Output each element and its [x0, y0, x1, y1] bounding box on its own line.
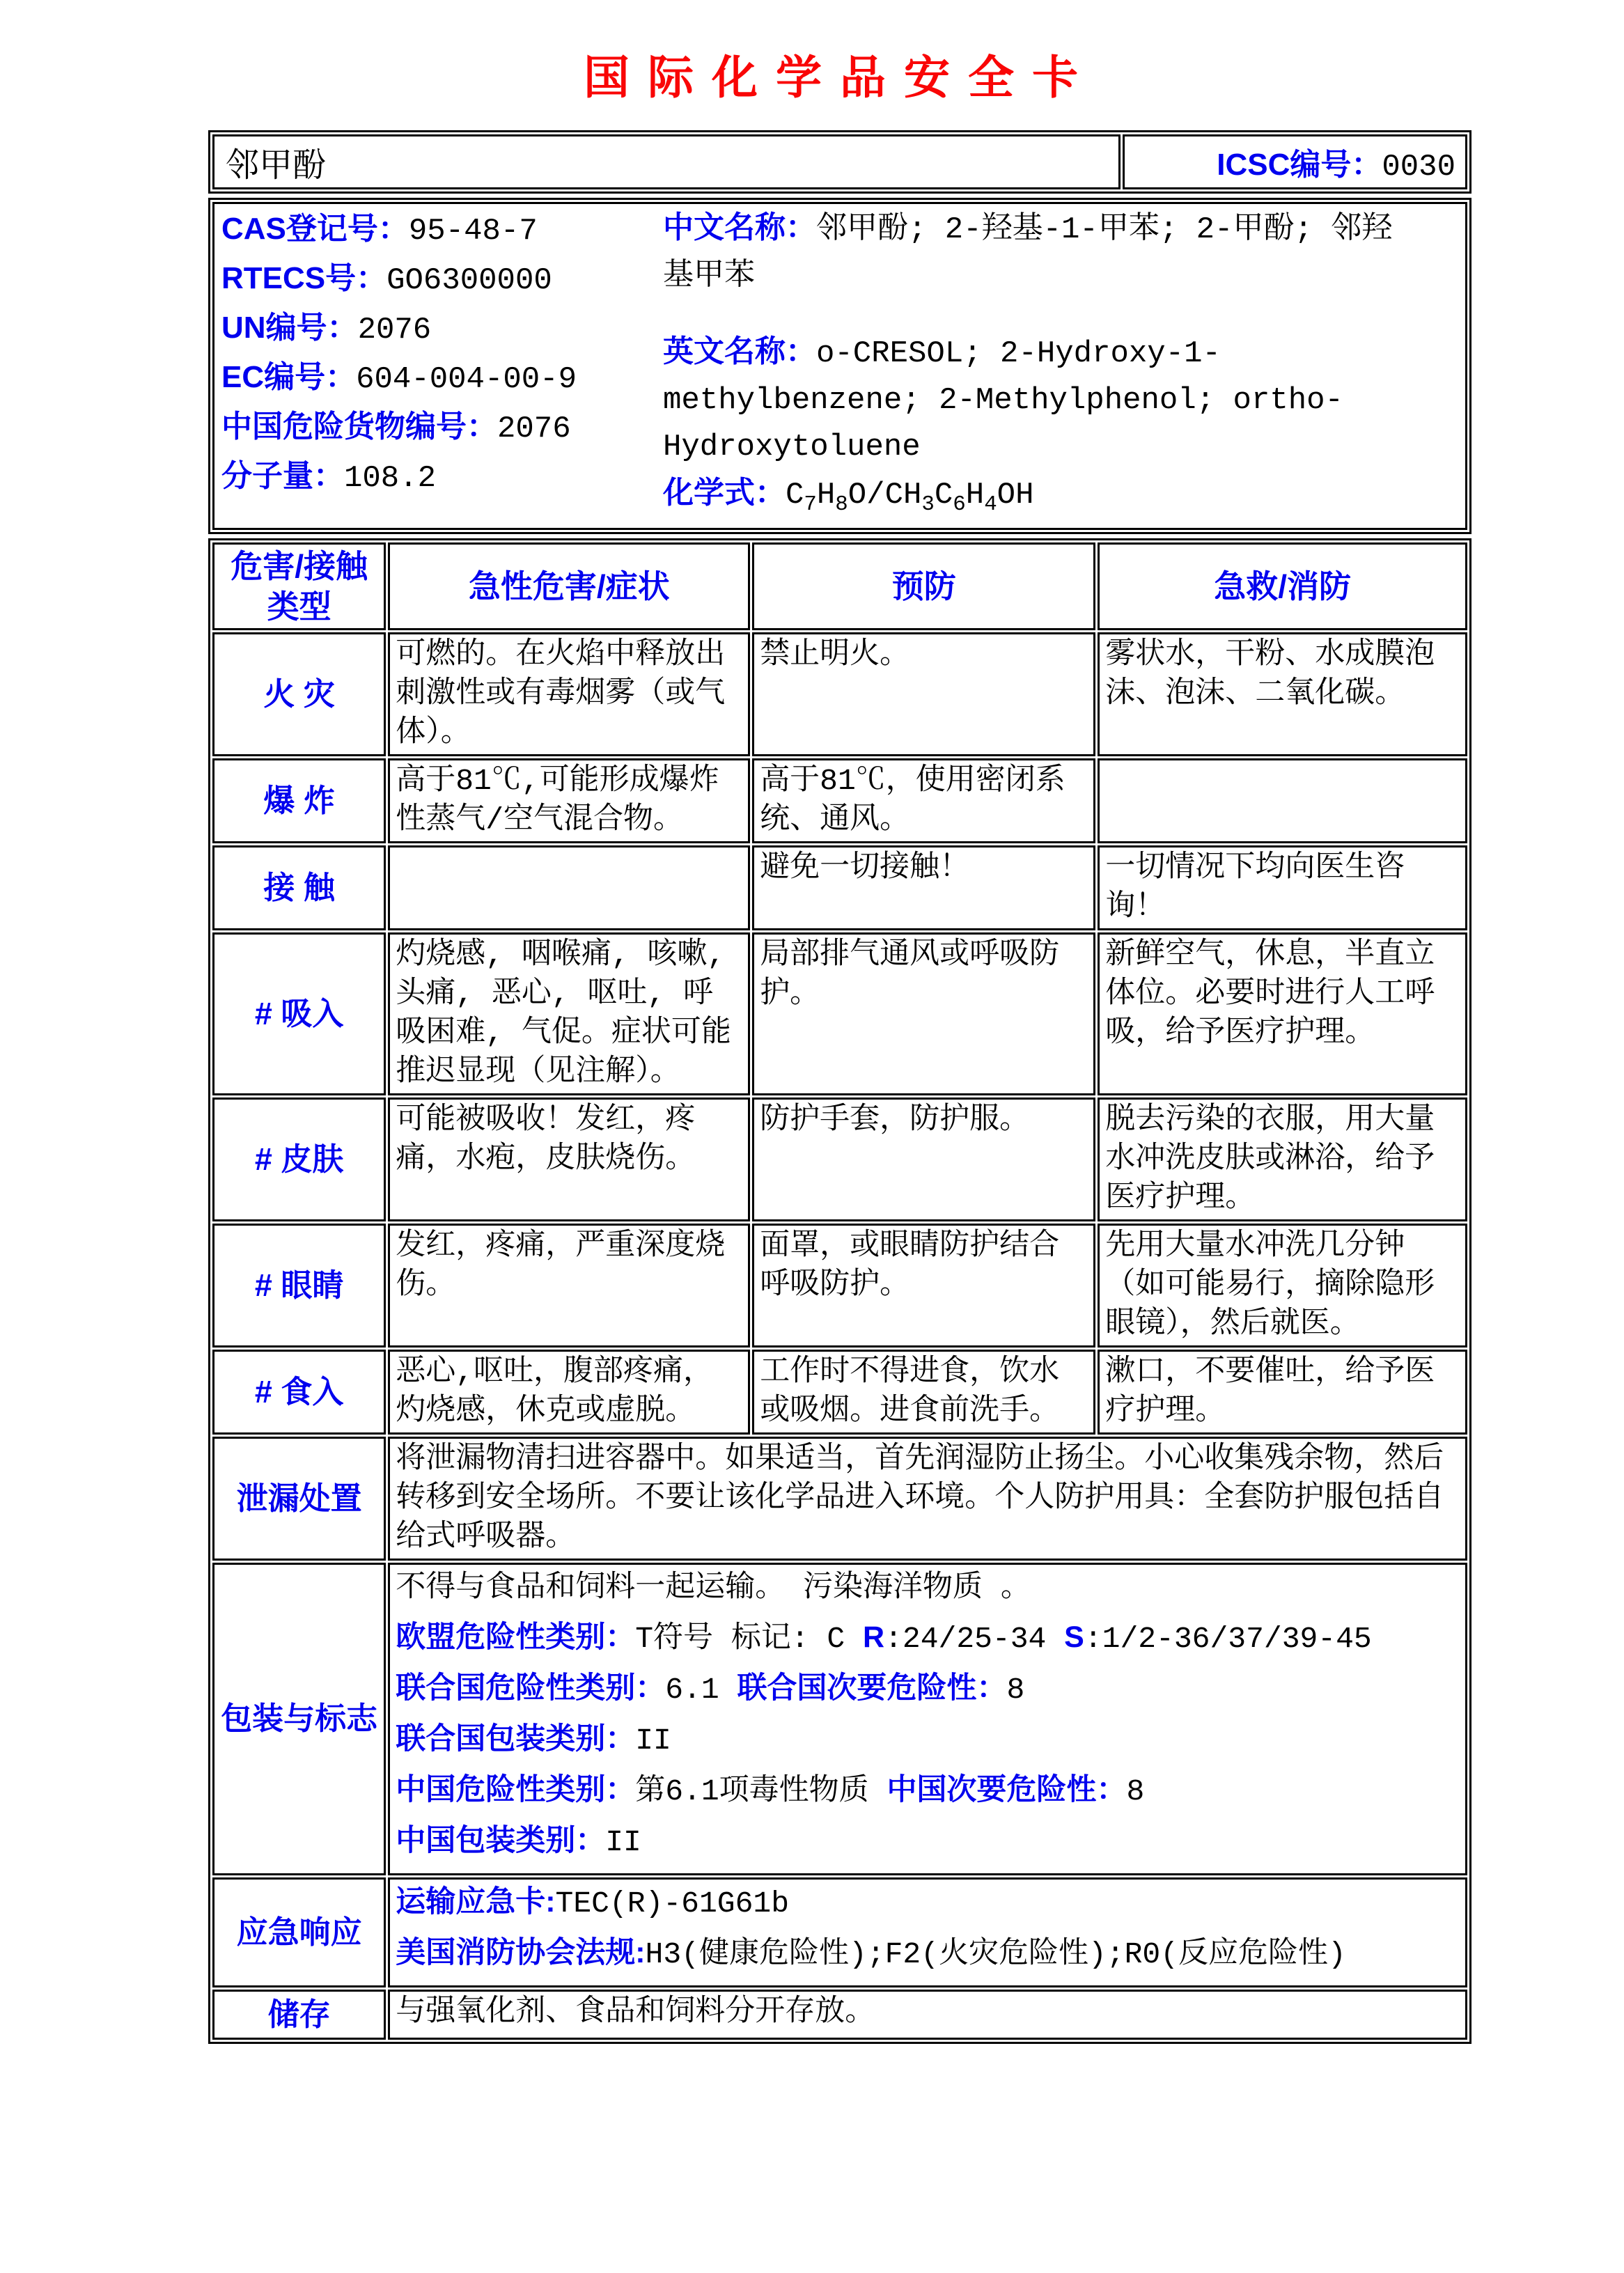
un-label: UN编号： — [221, 311, 358, 345]
row-eyes-prevention: 面罩，或眼睛防护结合呼吸防护。 — [752, 1224, 1095, 1348]
col-header-response: 急救/消防 — [1098, 542, 1467, 630]
row-inhalation-response: 新鲜空气，休息，半直立体位。必要时进行人工呼吸，给予医疗护理。 — [1098, 932, 1467, 1095]
row-skin-label: # 皮肤 — [212, 1098, 386, 1221]
cas-value: 95-48-7 — [408, 214, 538, 249]
icsc-label: ICSC编号： — [1217, 148, 1382, 182]
row-inhalation — [212, 932, 1467, 1095]
china-dg-number-line — [221, 403, 659, 453]
rtecs-value: GO6300000 — [387, 263, 552, 298]
row-spillage-label: 泄漏处置 — [212, 1437, 386, 1561]
row-exposure-prevention: 避免一切接触！ — [752, 845, 1095, 930]
identifier-list — [221, 205, 659, 526]
row-spillage-text: 将泄漏物清扫进容器中。如果适当，首先润湿防止扬尘。小心收集残余物，然后转移到安全场所。不要让该化学品进入环境。个人防护用具：全套防护服包括自给式呼吸器。 — [388, 1437, 1467, 1561]
row-emergency — [212, 1877, 1467, 1987]
ec-number-line — [221, 354, 659, 403]
chinese-name-line2 — [663, 252, 1458, 299]
row-exposure — [212, 845, 1467, 930]
formula-label: 化学式： — [663, 476, 786, 510]
row-storage — [212, 1990, 1467, 2040]
english-name-block — [663, 329, 1458, 469]
emergency-nfpa-code: 美国消防协会法规:H3(健康危险性);F2(火灾危险性);R0(反应危险性) — [396, 1935, 1346, 1971]
english-name-line1 — [663, 329, 1458, 376]
english-name-line2 — [663, 376, 1458, 423]
row-fire-response: 雾状水，干粉、水成膜泡沫、泡沫、二氧化碳。 — [1098, 632, 1467, 756]
row-fire-label: 火 灾 — [212, 632, 386, 756]
row-inhalation-label: # 吸入 — [212, 932, 386, 1095]
row-skin — [212, 1098, 1467, 1221]
row-eyes-symptoms: 发红，疼痛，严重深度烧伤。 — [388, 1224, 750, 1348]
substance-name: 邻甲酚 — [212, 134, 1121, 189]
packaging-china-packing-group: 中国包装类别：II — [396, 1823, 641, 1859]
hazard-header-row — [212, 542, 1467, 630]
col-header-symptoms: 急性危害/症状 — [388, 542, 750, 630]
identification-layout — [221, 205, 1458, 526]
formula-value: $C_7H_8O/CH_3C_6H_4OH$ — [786, 478, 1034, 517]
row-exposure-label: 接 触 — [212, 845, 386, 930]
row-explosion-response — [1098, 758, 1467, 843]
names-block — [659, 205, 1458, 526]
row-ingestion-response: 漱口，不要催吐，给予医疗护理。 — [1098, 1350, 1467, 1435]
row-storage-label: 储存 — [212, 1990, 386, 2040]
row-packaging-label: 包装与标志 — [212, 1563, 386, 1875]
molecular-weight-value: 108.2 — [344, 461, 437, 496]
row-ingestion — [212, 1350, 1467, 1435]
identification-section — [208, 198, 1471, 534]
row-storage-text: 与强氧化剂、食品和饲料分开存放。 — [388, 1990, 1467, 2040]
english-name-value-2: methylbenzene; 2-Methylphenol; ortho- — [663, 383, 1343, 418]
identification-cell — [212, 202, 1467, 530]
packaging-china-classification: 中国危险性类别：第6.1项毒性物质 中国次要危险性：8 — [396, 1772, 1145, 1809]
china-dg-value: 2076 — [497, 412, 571, 446]
ec-value: 604-004-00-9 — [356, 362, 577, 397]
name-bar — [208, 130, 1471, 194]
china-dg-label: 中国危险货物编号： — [221, 409, 497, 444]
english-name-value-3: Hydroxytoluene — [663, 430, 921, 464]
row-ingestion-label: # 食入 — [212, 1350, 386, 1435]
row-eyes — [212, 1224, 1467, 1348]
row-fire — [212, 632, 1467, 756]
hazard-table — [208, 538, 1471, 2044]
row-exposure-symptoms — [388, 845, 750, 930]
row-explosion-label: 爆 炸 — [212, 758, 386, 843]
packaging-eu-classification: 欧盟危险性类别：T符号 标记: C R:24/25-34 S:1/2-36/37/39-45 — [396, 1620, 1372, 1656]
chinese-name-value-2: 基甲苯 — [663, 259, 755, 294]
packaging-transport-note: 不得与食品和饲料一起运输。 污染海洋物质 。 — [396, 1570, 1031, 1605]
chinese-name-block — [663, 205, 1458, 299]
emergency-tec-card: 运输应急卡:TEC(R)-61G61b — [396, 1884, 790, 1921]
cas-number-line — [221, 205, 659, 255]
ec-label: EC编号： — [221, 360, 357, 394]
row-emergency-label: 应急响应 — [212, 1877, 386, 1987]
row-skin-symptoms: 可能被吸收！发红，疼痛，水疱，皮肤烧伤。 — [388, 1098, 750, 1221]
chinese-name-line1 — [663, 205, 1458, 252]
molecular-weight-line — [221, 453, 659, 502]
row-eyes-response: 先用大量水冲洗几分钟（如可能易行，摘除隐形眼镜），然后就医。 — [1098, 1224, 1467, 1348]
packaging-un-packing-group: 联合国包装类别：II — [396, 1721, 671, 1758]
row-skin-prevention: 防护手套，防护服。 — [752, 1098, 1095, 1221]
row-exposure-response: 一切情况下均向医生咨询！ — [1098, 845, 1467, 930]
row-inhalation-prevention: 局部排气通风或呼吸防护。 — [752, 932, 1095, 1095]
formula-line — [663, 471, 1458, 526]
icsc-document — [208, 40, 1471, 2044]
english-name-line3 — [663, 423, 1458, 469]
row-inhalation-symptoms: 灼烧感, 咽喉痛, 咳嗽, 头痛, 恶心, 呕吐, 呼吸困难, 气促。症状可能推迟显现（见注解）。 — [388, 932, 750, 1095]
un-value: 2076 — [357, 313, 432, 347]
icsc-value: 0030 — [1382, 150, 1455, 185]
row-fire-symptoms: 可燃的。在火焰中释放出刺激性或有毒烟雾（或气体）。 — [388, 632, 750, 756]
row-spillage — [212, 1437, 1467, 1561]
english-name-label: 英文名称： — [663, 334, 816, 368]
row-fire-prevention: 禁止明火。 — [752, 632, 1095, 756]
english-name-value-1: o-CRESOL; 2-Hydroxy-1- — [816, 336, 1221, 371]
rtecs-label: RTECS号： — [221, 261, 387, 295]
row-explosion-prevention: 高于81℃，使用密闭系统、通风。 — [752, 758, 1095, 843]
chinese-name-value-1: 邻甲酚; 2-羟基-1-甲苯; 2-甲酚; 邻羟 — [816, 212, 1393, 247]
row-explosion-symptoms: 高于81℃,可能形成爆炸性蒸气/空气混合物。 — [388, 758, 750, 843]
row-emergency-content — [388, 1877, 1467, 1987]
row-eyes-label: # 眼睛 — [212, 1224, 386, 1348]
col-header-hazard-type: 危害/接触 类型 — [212, 542, 386, 630]
rtecs-number-line — [221, 255, 659, 304]
chinese-name-label: 中文名称： — [663, 210, 816, 244]
col-header-prevention: 预防 — [752, 542, 1095, 630]
molecular-weight-label: 分子量： — [221, 459, 344, 493]
row-skin-response: 脱去污染的衣服，用大量水冲洗皮肤或淋浴，给予医疗护理。 — [1098, 1098, 1467, 1221]
row-explosion — [212, 758, 1467, 843]
un-number-line — [221, 304, 659, 354]
row-packaging — [212, 1563, 1467, 1875]
row-packaging-content — [388, 1563, 1467, 1875]
page-title: 国际化学品安全卡 — [584, 53, 1096, 104]
packaging-un-classification: 联合国危险性类别：6.1 联合国次要危险性：8 — [396, 1671, 1025, 1707]
row-ingestion-prevention: 工作时不得进食，饮水或吸烟。进食前洗手。 — [752, 1350, 1095, 1435]
icsc-number-cell — [1123, 134, 1467, 189]
cas-label: CAS登记号： — [221, 212, 409, 246]
row-ingestion-symptoms: 恶心,呕吐，腹部疼痛，灼烧感，休克或虚脱。 — [388, 1350, 750, 1435]
